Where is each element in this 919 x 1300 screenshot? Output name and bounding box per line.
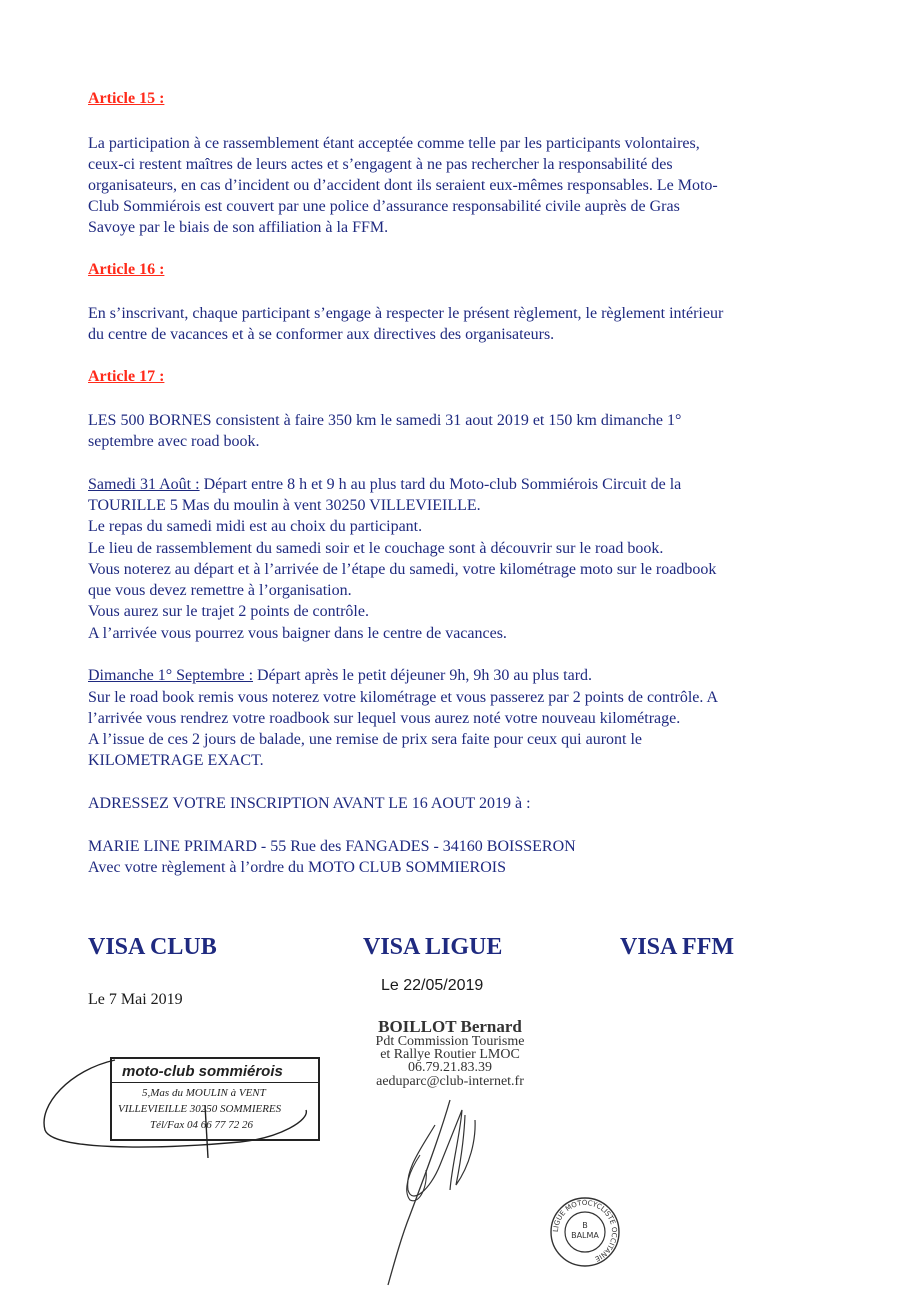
ligue-signer-role: et Rallye Routier LMOC (380, 1047, 520, 1062)
article-16-heading: Article 16 : (88, 261, 165, 278)
club-stamp (110, 1057, 320, 1141)
article-15-line: Savoye par le biais de son affiliation à la FFM. (88, 219, 389, 236)
club-stamp-line: 5,Mas du MOULIN à VENT (142, 1087, 266, 1099)
address-line: Avec votre règlement à l’ordre du MOTO CLUB SOMMIEROIS (88, 859, 506, 876)
article-15-heading: Article 15 : (88, 90, 165, 107)
visa-ligue-heading: VISA LIGUE (363, 934, 503, 960)
visa-club-heading: VISA CLUB (88, 934, 217, 960)
samedi-first-line (88, 474, 681, 495)
dimanche-line: l’arrivée vous rendrez votre roadbook sur lequel vous aurez noté votre nouveau kilométrage. (88, 710, 681, 727)
samedi-line: Le repas du samedi midi est au choix du participant. (88, 518, 423, 535)
article-15-line: La participation à ce rassemblement étant acceptée comme telle par les participants volontaires, (88, 135, 700, 152)
handwritten-signature (380, 1095, 490, 1295)
dimanche-label: Dimanche 1° Septembre : (88, 667, 254, 684)
article-17-intro: septembre avec road book. (88, 433, 260, 450)
seal-center-top: B (582, 1221, 588, 1230)
ligue-signer-phone: 06.79.21.83.39 (408, 1060, 492, 1075)
article-15-line: ceux-ci restent maîtres de leurs actes et s’engagent à ne pas rechercher la responsabilité des (88, 156, 673, 173)
club-stamp-line: VILLEVIEILLE 30250 SOMMIERES (118, 1103, 282, 1115)
samedi-label: Samedi 31 Août : (88, 476, 200, 493)
dimanche-line: A l’issue de ces 2 jours de balade, une remise de prix sera faite pour ceux qui auront le (88, 731, 643, 748)
article-16-line: du centre de vacances et à se conformer aux directives des organisateurs. (88, 326, 555, 343)
article-17-heading: Article 17 : (88, 368, 165, 385)
article-15-line: organisateurs, en cas d’incident ou d’accident dont ils seraient eux-mêmes responsables. Le Moto- (88, 177, 718, 194)
visa-club-date: Le 7 Mai 2019 (88, 991, 183, 1008)
samedi-line: Le lieu de rassemblement du samedi soir et le couchage sont à découvrir sur le road book. (88, 540, 664, 557)
article-17-intro: LES 500 BORNES consistent à faire 350 km le samedi 31 aout 2019 et 150 km dimanche 1° (88, 412, 682, 429)
article-16-line: En s’inscrivant, chaque participant s’engage à respecter le présent règlement, le règlement intérieur (88, 305, 724, 322)
address-line: MARIE LINE PRIMARD - 55 Rue des FANGADES - 34160 BOISSERON (88, 838, 576, 855)
dimanche-line: KILOMETRAGE EXACT. (88, 752, 264, 769)
samedi-line: TOURILLE 5 Mas du moulin à vent 30250 VILLEVIEILLE. (88, 497, 481, 514)
dimanche-first-text: Départ après le petit déjeuner 9h, 9h 30 au plus tard. (253, 667, 593, 684)
club-stamp-line: Tél/Fax 04 66 77 72 26 (150, 1119, 253, 1131)
samedi-line: Vous aurez sur le trajet 2 points de contrôle. (88, 603, 369, 620)
seal-center-text: BALMA (571, 1231, 599, 1240)
ligue-signer-email: aeduparc@club-internet.fr (376, 1074, 524, 1089)
seal-ring-text: LIGUE MOTOCYCLISTE OCCITANIE (551, 1198, 619, 1263)
ligue-signer-role: Pdt Commission Tourisme (375, 1034, 525, 1049)
visa-ligue-date: Le 22/05/2019 (381, 977, 484, 994)
dimanche-line: Sur le road book remis vous noterez votre kilométrage et vous passerez par 2 points de contrôle. A (88, 689, 719, 706)
samedi-line: que vous devez remettre à l’organisation. (88, 582, 352, 599)
samedi-line: Vous noterez au départ et à l’arrivée de l’étape du samedi, votre kilométrage moto sur le roadbook (88, 561, 717, 578)
visa-ffm-heading: VISA FFM (620, 934, 734, 960)
dimanche-first-line (88, 665, 592, 686)
deadline-line: ADRESSEZ VOTRE INSCRIPTION AVANT LE 16 AOUT 2019 à : (88, 795, 531, 812)
ligue-signer-name: BOILLOT Bernard (378, 1017, 522, 1036)
samedi-first-text: Départ entre 8 h et 9 h au plus tard du Moto-club Sommiérois Circuit de la (199, 476, 682, 493)
samedi-line: A l’arrivée vous pourrez vous baigner dans le centre de vacances. (88, 625, 507, 642)
article-15-line: Club Sommiérois est couvert par une police d’assurance responsabilité civile auprès de Gras (88, 198, 680, 215)
ligue-seal (549, 1196, 621, 1268)
club-stamp-name: moto-club sommiérois (122, 1063, 283, 1080)
